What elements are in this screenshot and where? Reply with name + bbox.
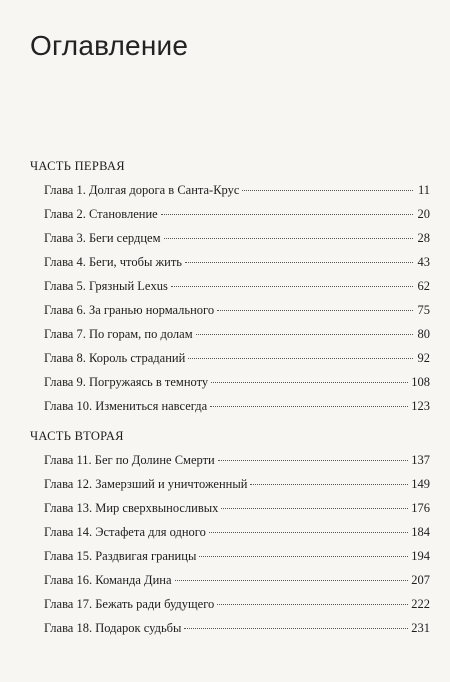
leader-dots [242,190,413,191]
toc-entry[interactable] [30,274,430,298]
chapter-title: Глава 18. Подарок судьбы [44,621,182,635]
chapter-title: Глава 11. Бег по Долине Смерти [44,453,215,467]
chapter-title: Глава 12. Замерзший и уничтоженный [44,477,248,491]
chapter-title: Глава 8. Король страданий [44,351,186,365]
page-number: 176 [411,501,430,515]
page-number: 28 [417,231,430,245]
chapter-title: Глава 17. Бежать ради будущего [44,597,215,611]
table-of-contents [30,154,430,640]
page-number: 123 [411,399,430,413]
page-number: 75 [417,303,430,317]
part-heading: ЧАСТЬ ПЕРВАЯ [30,159,125,173]
leader-dots [221,508,408,509]
toc-entry[interactable] [30,496,430,520]
page-number: 231 [411,621,430,635]
toc-entry[interactable] [30,472,430,496]
page-number: 137 [411,453,430,467]
part-heading: ЧАСТЬ ВТОРАЯ [30,429,124,443]
leader-dots [161,214,413,215]
chapter-title: Глава 14. Эстафета для одного [44,525,206,539]
leader-dots [185,262,413,263]
part-one [30,154,430,418]
page-number: 149 [411,477,430,491]
page-number: 20 [417,207,430,221]
toc-entry[interactable] [30,568,430,592]
toc-entry[interactable] [30,322,430,346]
chapter-title: Глава 2. Становление [44,207,158,221]
page-title: Оглавление [30,30,189,61]
page-number: 184 [411,525,430,539]
leader-dots [188,358,413,359]
chapter-title: Глава 1. Долгая дорога в Санта-Крус [44,183,240,197]
chapter-title: Глава 9. Погружаясь в темноту [44,375,209,389]
toc-entry[interactable] [30,298,430,322]
leader-dots [217,604,408,605]
leader-dots [164,238,414,239]
chapter-title: Глава 15. Раздвигая границы [44,549,197,563]
leader-dots [175,580,409,581]
leader-dots [210,406,408,407]
toc-entry[interactable] [30,346,430,370]
page-number: 11 [417,183,430,197]
leader-dots [184,628,408,629]
toc-entry[interactable] [30,370,430,394]
page-number: 62 [417,279,430,293]
page-number: 108 [411,375,430,389]
leader-dots [196,334,413,335]
chapter-title: Глава 3. Беги сердцем [44,231,161,245]
chapter-title: Глава 4. Беги, чтобы жить [44,255,182,269]
leader-dots [199,556,408,557]
page-number: 92 [417,351,430,365]
page-number: 80 [417,327,430,341]
toc-entry[interactable] [30,616,430,640]
toc-entry[interactable] [30,544,430,568]
leader-dots [211,382,408,383]
page-number: 194 [411,549,430,563]
leader-dots [171,286,413,287]
leader-dots [218,460,409,461]
leader-dots [250,484,408,485]
page-number: 43 [417,255,430,269]
page-number: 222 [411,597,430,611]
toc-entry[interactable] [30,202,430,226]
chapter-title: Глава 10. Измениться навсегда [44,399,208,413]
toc-entry[interactable] [30,250,430,274]
chapter-title: Глава 16. Команда Дина [44,573,172,587]
toc-entry[interactable] [30,394,430,418]
chapter-title: Глава 6. За гранью нормального [44,303,215,317]
toc-entry[interactable] [30,520,430,544]
chapter-title: Глава 5. Грязный Lexus [44,279,168,293]
toc-entry[interactable] [30,226,430,250]
toc-entry[interactable] [30,178,430,202]
page-number: 207 [411,573,430,587]
leader-dots [209,532,408,533]
chapter-title: Глава 7. По горам, по долам [44,327,193,341]
toc-entry[interactable] [30,448,430,472]
toc-entry[interactable] [30,592,430,616]
leader-dots [217,310,413,311]
chapter-title: Глава 13. Мир сверхвыносливых [44,501,219,515]
part-two [30,424,430,640]
